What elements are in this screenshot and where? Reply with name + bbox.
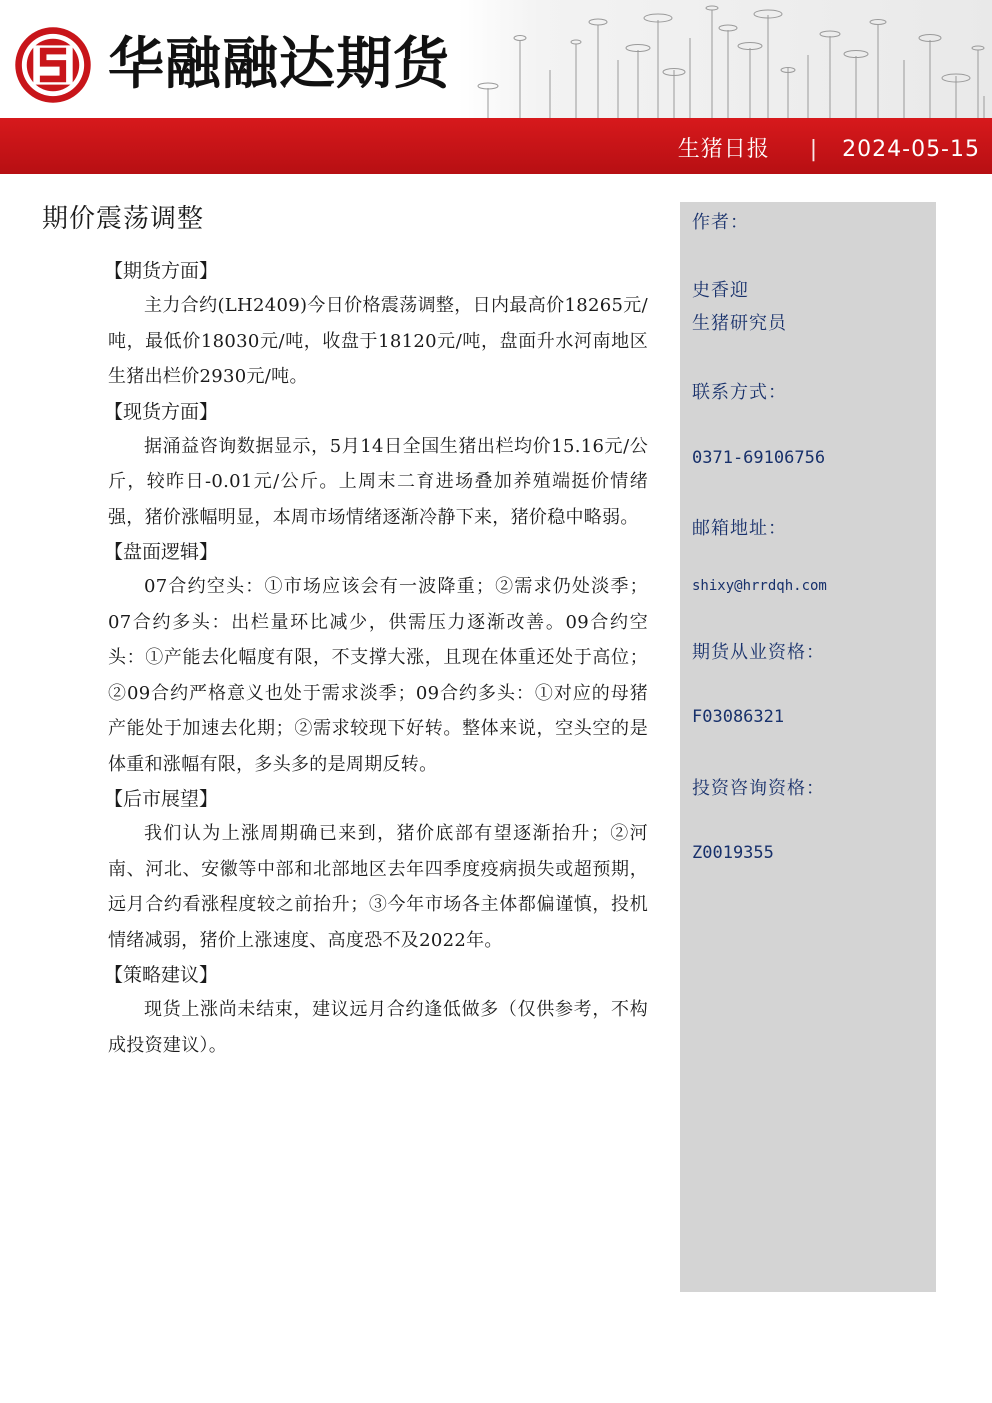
company-logo-icon xyxy=(12,24,94,106)
section-paragraph: 我们认为上涨周期确已来到，猪价底部有望逐渐抬升；②河南、河北、安徽等中部和北部地区去年四季度疫病损失或超预期，远月合约看涨程度较之前抬升；③今年市场各主体都偏谨慎，投机情绪减弱，猪价上涨速度、高度恐不及2022年。 xyxy=(108,823,648,951)
section-paragraph: 07合约空头：①市场应该会有一波降重；②需求仍处淡季；07合约多头：出栏量环比减少，供需压力逐渐改善。09合约空头：①产能去化幅度有限，不支撑大涨，且现在体重还处于高位；②09合约严格意义也处于需求淡季；09合约多头：①对应的母猪产能处于加速去化期；②需求较现下好转。整体来说，空头空的是体重和涨幅有限，多头多的是周期反转。 xyxy=(108,576,648,775)
investment-qualification: Z0019355 xyxy=(692,843,774,863)
investment-qualification-label: 投资咨询资格： xyxy=(692,778,825,799)
section-heading: 【盘面逻辑】 xyxy=(104,541,219,563)
page-title: 期价震荡调整 xyxy=(42,204,205,234)
author-title: 生猪研究员 xyxy=(692,313,787,334)
section-heading: 【期货方面】 xyxy=(104,260,219,282)
section-futures xyxy=(104,254,648,395)
section-heading: 【后市展望】 xyxy=(104,788,219,810)
company-logo xyxy=(12,24,450,106)
section-paragraph: 现货上涨尚未结束，建议远月合约逢低做多（仅供参考，不构成投资建议）。 xyxy=(108,999,648,1056)
contact-phone: 0371-69106756 xyxy=(692,448,826,468)
author-label: 作者： xyxy=(692,212,749,233)
section-paragraph: 据涌益咨询数据显示，5月14日全国生猪出栏均价15.16元/公斤，较昨日-0.01元/公斤。上周末二育进场叠加养殖端挺价情绪强，猪价涨幅明显，本周市场情绪逐渐冷静下来，猪价稳中略弱。 xyxy=(108,435,648,528)
section-heading: 【策略建议】 xyxy=(104,964,219,986)
report-header xyxy=(0,0,992,120)
company-name: 华融融达期货 xyxy=(108,32,450,97)
section-paragraph: 主力合约(LH2409)今日价格震荡调整，日内最高价18265元/吨，最低价18030元/吨，收盘于18120元/吨，盘面升水河南地区生猪出栏价2930元/吨。 xyxy=(108,295,648,387)
author-name: 史香迎 xyxy=(692,280,749,301)
banner-separator: | xyxy=(809,137,819,162)
report-name: 生猪日报 xyxy=(677,137,770,162)
futures-qualification-label: 期货从业资格： xyxy=(692,642,825,663)
contact-label: 联系方式： xyxy=(692,382,787,403)
email-label: 邮箱地址： xyxy=(692,518,787,539)
section-strategy xyxy=(104,958,648,1063)
report-banner xyxy=(0,118,992,174)
report-date: 2024-05-15 xyxy=(842,137,980,162)
email-address[interactable]: shixy@hrrdqh.com xyxy=(692,578,827,594)
section-outlook xyxy=(104,782,648,958)
section-spot xyxy=(104,395,648,536)
section-heading: 【现货方面】 xyxy=(104,400,219,423)
section-logic xyxy=(104,535,648,782)
author-sidebar xyxy=(680,202,936,1292)
decorative-pattern xyxy=(458,0,992,120)
futures-qualification: F03086321 xyxy=(692,707,785,727)
